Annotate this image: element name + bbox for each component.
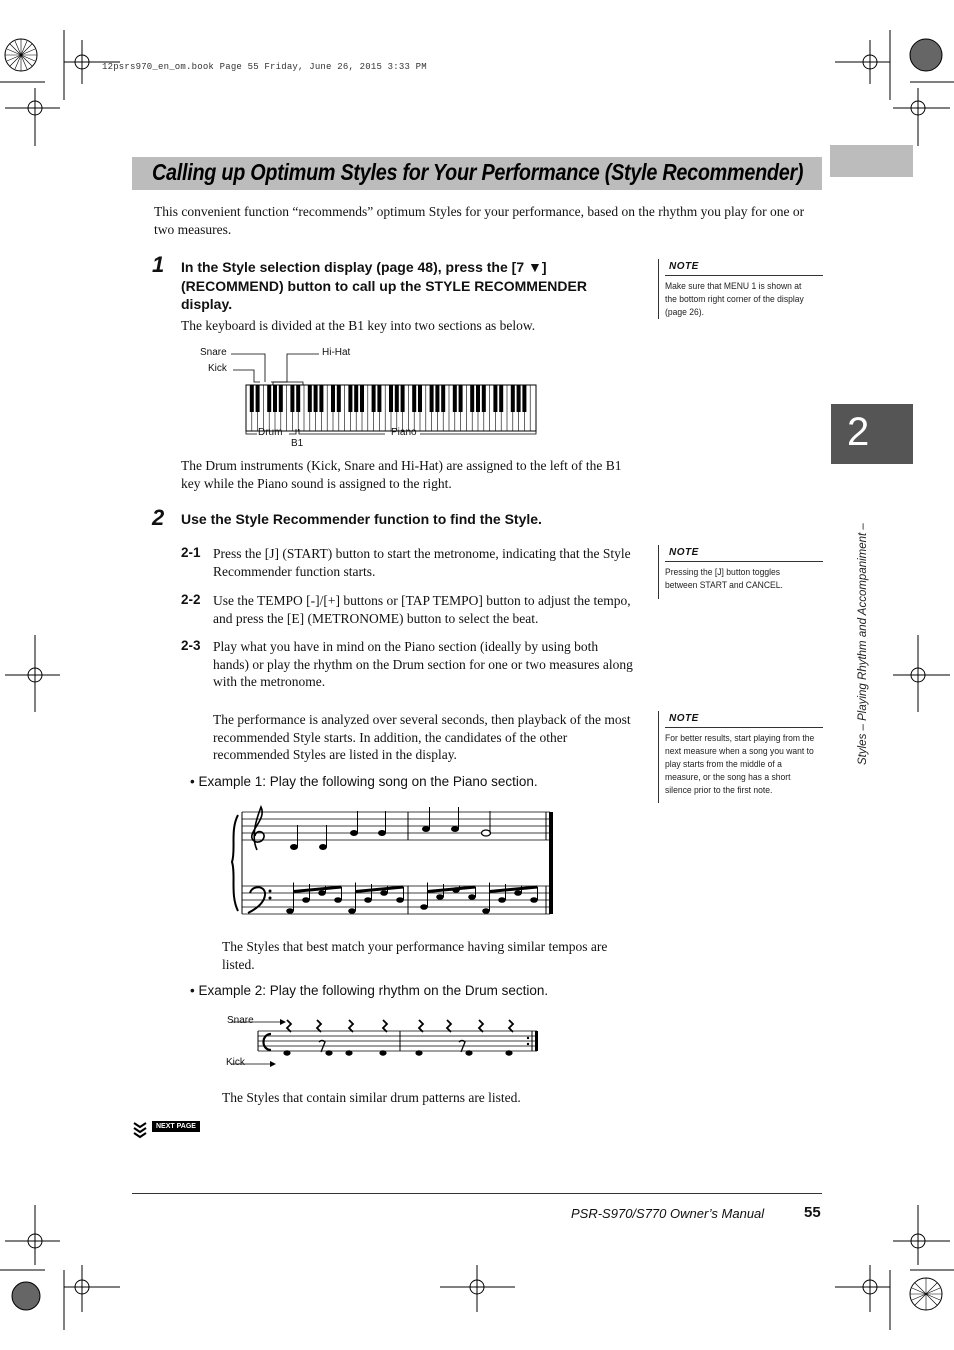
step-1-body-2: The Drum instruments (Kick, Snare and Hi-Hat) are assigned to the left of the B1 key while the Piano sound is assigned to the right.: [181, 458, 622, 491]
page-number: 55: [804, 1204, 821, 1221]
black-key: [267, 385, 271, 412]
note-2-heading: NOTE: [665, 545, 823, 562]
kick-label: Kick: [208, 363, 227, 374]
quarter-rest: [447, 1020, 451, 1032]
keyboard-diagram: [195, 343, 545, 453]
eighth-note: [380, 890, 388, 896]
black-key: [482, 385, 486, 412]
black-key: [435, 385, 439, 412]
chapter-number-box: [831, 404, 913, 464]
black-key: [430, 385, 434, 412]
drum-notation: [225, 1012, 545, 1077]
black-key: [459, 385, 463, 412]
quarter-rest: [419, 1020, 423, 1032]
black-key: [279, 385, 283, 412]
black-key: [517, 385, 521, 412]
kick-note: [325, 1050, 332, 1055]
step-2-number: 2: [152, 505, 165, 530]
half-note: [482, 830, 491, 836]
eighth-note: [348, 908, 356, 914]
black-key: [348, 385, 352, 412]
drum-score: [225, 1012, 545, 1077]
eighth-note: [334, 897, 342, 903]
kick-note: [415, 1050, 422, 1055]
footer-manual-title: PSR-S970/S770 Owner’s Manual: [571, 1206, 765, 1221]
black-key: [290, 385, 294, 412]
black-key: [418, 385, 422, 412]
step-1-number: 1: [152, 252, 165, 277]
substep-2-3-text: Play what you have in mind on the Piano section (ideally by using both hands) or play the rhythm on the Drum section for one or two measures along with the metronome.: [213, 639, 633, 689]
black-key: [476, 385, 480, 412]
kick-note: [505, 1050, 512, 1055]
eighth-note: [482, 908, 490, 914]
drum-snare-label: Snare: [227, 1015, 254, 1026]
black-key: [250, 385, 254, 412]
black-key: [273, 385, 277, 412]
hihat-label: Hi-Hat: [322, 347, 351, 358]
quarter-note: [422, 826, 430, 832]
quarter-note: [451, 826, 459, 832]
substep-2-2-number: 2-2: [181, 592, 201, 607]
beam: [356, 887, 404, 892]
kick-note: [345, 1050, 352, 1055]
example-2-result: The Styles that contain similar drum patterns are listed.: [222, 1090, 521, 1105]
eighth-note: [498, 897, 506, 903]
piano-label: Piano: [391, 427, 417, 438]
kick-arrow-head: [270, 1061, 276, 1067]
note-1-text: Make sure that MENU 1 is shown at the bottom right corner of the display (page 26).: [665, 281, 804, 318]
eighth-note: [468, 894, 476, 900]
substep-2-3-number: 2-3: [181, 638, 201, 653]
footer-rule: [132, 1193, 822, 1194]
quarter-rest: [287, 1020, 291, 1032]
b1-label: B1: [291, 438, 304, 449]
next-page-label: NEXT PAGE: [152, 1121, 200, 1132]
kick-note: [283, 1050, 290, 1055]
quarter-note: [350, 830, 358, 836]
drum-final-thick: [535, 1031, 538, 1051]
eighth-note: [396, 897, 404, 903]
black-key: [453, 385, 457, 412]
note-2: [658, 545, 823, 599]
eighth-note: [318, 890, 326, 896]
step-1-heading: In the Style selection display (page 48), press the [7 ▼] (RECOMMEND) button to call up the STYLE RECOMMENDER display.: [181, 259, 587, 312]
quarter-note: [319, 844, 327, 850]
black-key: [401, 385, 405, 412]
drum-label: Drum: [258, 427, 283, 438]
note-1-heading: NOTE: [665, 259, 823, 276]
bass-clef-dot: [269, 897, 272, 900]
step-2-heading: Use the Style Recommender function to find the Style.: [181, 511, 542, 527]
kick-leader: [233, 370, 260, 382]
chapter-tab: [830, 145, 913, 177]
black-key: [360, 385, 364, 412]
black-key: [372, 385, 376, 412]
substep-2-1-text: Press the [J] (START) button to start the metronome, indicating that the Style Recommender function starts.: [213, 546, 631, 579]
kick-note: [465, 1050, 472, 1055]
print-info: 12psrs970_en_om.book Page 55 Friday, June 26, 2015 3:33 PM: [102, 62, 427, 72]
drum-kick-label: Kick: [226, 1057, 245, 1068]
quarter-rest: [383, 1020, 387, 1032]
page-title: Calling up Optimum Styles for Your Performance (Style Recommender): [152, 159, 804, 185]
kick-note: [379, 1050, 386, 1055]
repeat-dot: [527, 1043, 529, 1045]
brace: [232, 815, 238, 911]
black-key: [308, 385, 312, 412]
eighth-note: [286, 908, 294, 914]
substep-2-2-text: Use the TEMPO [-]/[+] buttons or [TAP TEMPO] button to adjust the tempo, and press the [E] (METRONOME) button to select the beat.: [213, 593, 631, 626]
black-key: [389, 385, 393, 412]
black-key: [296, 385, 300, 412]
intro-paragraph: This convenient function “recommends” optimum Styles for your performance, based on the rhythm you play for one or two measures.: [154, 204, 805, 237]
black-key: [314, 385, 318, 412]
eighth-note: [530, 897, 538, 903]
chapter-number: 2: [847, 410, 870, 454]
chevron-down-icon: [132, 1121, 148, 1139]
quarter-rest: [349, 1020, 353, 1032]
black-key: [331, 385, 335, 412]
bass-clef-dot: [269, 890, 272, 893]
repeat-dot: [527, 1037, 529, 1039]
example-2-label: • Example 2: Play the following rhythm on the Drum section.: [190, 983, 549, 998]
note-3-text: For better results, start playing from the next measure when a song you want to play starts from the middle of a measure, or the song has a short silence prior to the first note.: [665, 733, 815, 796]
final-thick-barline: [549, 812, 553, 914]
step-1-body: The keyboard is divided at the B1 key into two sections as below.: [181, 318, 536, 333]
black-key: [319, 385, 323, 412]
analysis-paragraph: The performance is analyzed over several seconds, then playback of the most recommended Style starts. In addition, the candidates of the other recommended Styles are listed in the display.: [213, 712, 631, 762]
black-key: [412, 385, 416, 412]
example-1-result: The Styles that best match your performance having similar tempos are listed.: [222, 939, 608, 972]
eighth-note: [436, 894, 444, 900]
quarter-rest: [317, 1020, 321, 1032]
note-3-heading: NOTE: [665, 711, 823, 728]
piano-score: [228, 805, 558, 920]
quarter-note: [290, 844, 298, 850]
eighth-note: [420, 904, 428, 910]
substep-2-1-number: 2-1: [181, 545, 201, 560]
common-time: [264, 1034, 272, 1050]
black-key: [511, 385, 515, 412]
eighth-note: [364, 897, 372, 903]
hihat-leader: [273, 354, 319, 385]
chapter-side-title: Styles – Playing Rhythm and Accompaniment –: [857, 523, 869, 765]
snare-leader: [231, 354, 265, 382]
black-key: [337, 385, 341, 412]
black-key: [493, 385, 497, 412]
beam: [490, 887, 538, 892]
black-key: [522, 385, 526, 412]
quarter-rest: [509, 1020, 513, 1032]
snare-label: Snare: [200, 347, 227, 358]
note-2-text: Pressing the [J] button toggles between START and CANCEL.: [665, 567, 783, 591]
black-key: [499, 385, 503, 412]
beam: [428, 887, 476, 892]
black-key: [354, 385, 358, 412]
note-3: [658, 711, 823, 803]
black-key: [441, 385, 445, 412]
quarter-note: [378, 830, 386, 836]
black-key: [395, 385, 399, 412]
example-1-label: • Example 1: Play the following song on the Piano section.: [190, 774, 538, 789]
note-1: [658, 259, 823, 319]
treble-clef: [252, 807, 264, 850]
black-key: [470, 385, 474, 412]
eighth-note: [514, 890, 522, 896]
eighth-note: [302, 897, 310, 903]
quarter-rest: [479, 1020, 483, 1032]
keyboard-illustration: [195, 343, 545, 453]
snare-arrow-head: [280, 1019, 286, 1025]
black-key: [377, 385, 381, 412]
beam: [294, 887, 342, 892]
black-key: [256, 385, 260, 412]
